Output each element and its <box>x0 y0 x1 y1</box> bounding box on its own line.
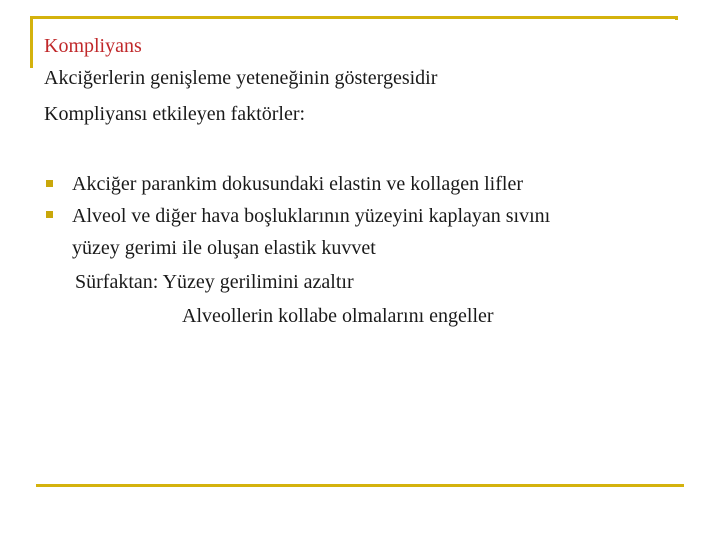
frame-bottom-rule <box>36 484 684 487</box>
frame-left-rule <box>30 16 33 68</box>
bullet-2-line-3: Sürfaktan: Yüzey gerilimini azaltır <box>75 271 354 293</box>
bullet-2-line-2: yüzey gerimi ile oluşan elastik kuvvet <box>72 237 376 259</box>
subtitle-line-2: Kompliyansı etkileyen faktörler: <box>44 103 306 125</box>
subtitle-line-1: Akciğerlerin genişleme yeteneğinin göstergesidir <box>44 67 438 89</box>
slide-title: Kompliyans <box>44 35 142 57</box>
frame-top-rule <box>30 16 678 19</box>
square-bullet-icon <box>46 180 53 187</box>
bullet-1-text: Akciğer parankim dokusundaki elastin ve kollagen lifler <box>72 173 523 195</box>
square-bullet-icon <box>46 211 53 218</box>
bullet-2-line-4: Alveollerin kollabe olmalarını engeller <box>182 305 494 327</box>
bullet-2-line-1: Alveol ve diğer hava boşluklarının yüzeyini kaplayan sıvını <box>72 205 551 227</box>
frame-right-tick <box>675 16 678 20</box>
